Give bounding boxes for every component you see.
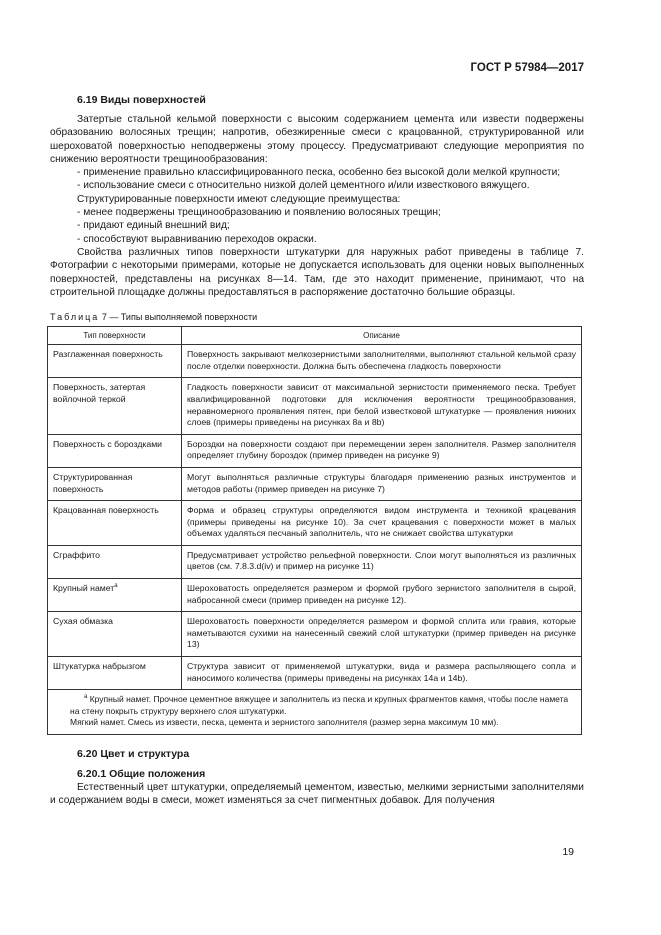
type-text: Сграффито [53,549,100,560]
list-item: - способствуют выравниванию переходов окраски. [77,233,317,245]
description-cell: Предусматривает устройство рельефной поверхности. Слои могут выполняться из различных цветов (см. 7.8.3.d(iv) и пример на рисунке 11) [182,545,582,578]
paragraph: Структурированные поверхности имеют следующие преимущества: [77,193,401,205]
table-row [48,612,582,657]
list-item: - придают единый внешний вид; [77,220,230,232]
type-text: Поверхность с бороздками [53,438,163,449]
type-text: Разглаженная поверхность [53,349,163,360]
table-row [48,579,582,612]
table-notes-row [48,690,582,735]
table-row [48,434,582,467]
type-cell [48,434,182,467]
paragraph: Свойства различных типов поверхности штукатурки для наружных работ приведены в таблице 7. Фотографии с некоторыми примерами, которые не допускается использовать для оценки новых выполненных поверхностей, представлены на рисунках 8—14. Там, где это находит применение, принимают, что на строительной площадке должны предоставляться в распоряжение достаточно большие образцы. [50,246,584,298]
footnote [70,694,575,717]
type-cell [48,345,182,378]
description-cell: Структура зависит от применяемой штукатурки, вида и размера распыляющего сопла и наносимого количества (примеры приведены на рисунках 14a и 14b). [182,657,582,690]
table-caption [50,312,584,322]
list-item: - менее подвержены трещинообразованию и появлению волосяных трещин; [77,207,441,219]
section-620 [50,748,584,808]
table-row [48,501,582,546]
table-header-row [48,327,582,345]
type-text: Поверхность, затертая войлочной теркой [53,382,146,404]
description-cell: Поверхность закрывают мелкозернистыми заполнителями, выполняют стальной кельмой сразу после отделки поверхности. Должна быть обеспечена гладкость поверхности [182,345,582,378]
list-item: - применение правильно классифицированного песка, особенно без высокой доли мелкой крупности; [77,167,561,179]
type-cell [48,545,182,578]
type-text: Штукатурка набрызгом [53,661,146,672]
table-row [48,378,582,434]
footnote-text: Крупный намет. Прочное цементное вяжущее и заполнитель из песка и крупных фрагментов камня, чтобы после намета на стену покрыть структуру верхнего слоя штукатурки. [70,694,569,716]
paragraph: Естественный цвет штукатурки, определяемый цементом, известью, мелкими зернистыми заполнителями и содержанием воды в смеси, может изменяться за счет пигментных добавок. Для получения [50,782,584,807]
type-text: Крацованная поверхность [53,505,159,516]
column-header-type: Тип поверхности [48,327,182,345]
footnote-marker: a [84,694,88,701]
description-cell: Форма и образец структуры определяются видом инструмента и техникой крацевания (примеры приведены на рисунке 10). За счет крацевания с поверхности может в малых объемах удаляться песчаный заполнитель, что не снижает свойства штукатурки [182,501,582,546]
subsection-title: 6.20.1 Общие положения [77,768,206,780]
surface-types-table [47,326,582,735]
description-cell: Могут выполняться различные структуры благодаря применению разных инструментов и методов работы (пример приведен на рисунке 7) [182,467,582,500]
section-title: 6.19 Виды поверхностей [77,94,206,106]
list-item: - использование смеси с относительно низкой долей цементного и/или известкового вяжущего. [77,180,530,192]
description-cell: Бороздки на поверхности создают при перемещении зерен заполнителя. Размер заполнителя определяет глубину бороздок (пример приведен на рисунке 9) [182,434,582,467]
type-cell [48,467,182,500]
document-id: ГОСТ Р 57984—2017 [470,62,584,74]
description-cell: Шероховатость определяется размером и формой грубого зернистого заполнителя в сырой, набросанной смеси (пример приведен на рисунке 12). [182,579,582,612]
type-cell [48,612,182,657]
table-row [48,467,582,500]
type-text: Сухая обмазка [53,616,113,627]
table-caption-label: Таблица [50,312,100,323]
page-content [50,94,584,808]
table-caption-text: 7 — Типы выполняемой поверхности [101,312,258,323]
footnote-continued: Мягкий намет. Смесь из извести, песка, цемента и зернистого заполнителя (размер зерна максимум 10 мм). [70,717,499,728]
table-row [48,545,582,578]
table-row [48,345,582,378]
column-header-description: Описание [182,327,582,345]
paragraph: Затертые стальной кельмой поверхности с высоким содержанием цемента или извести подвержены образованию волосяных трещин; напротив, обезжиренные смеси с крацованной, структурированной или шероховатой поверхностью неподвержены этому процессу. Предусматривают следующие мероприятия по снижению вероятности трещинообразования: [50,114,584,165]
footnote-marker: a [114,583,118,590]
page-number: 19 [562,846,574,858]
type-cell [48,657,182,690]
section-title: 6.20 Цвет и структура [77,748,190,760]
type-cell [48,378,182,434]
type-cell [48,579,182,612]
type-cell [48,501,182,546]
type-text: Структурированная поверхность [53,471,133,494]
description-cell: Гладкость поверхности зависит от максимальной зернистости применяемого песка. Требует квалифицированной подготовки для исключения вероятности трещинообразования, неравномерного проявления пятен, при белой известковой штукатурке — проявления нижних слоев (примеры приведены на рисунках 8a и 8b) [182,378,582,434]
table-notes-cell [48,690,582,735]
type-text: Крупный намет [53,583,115,594]
description-cell: Шероховатость поверхности определяется размером и формой сплита или гравия, которые наметываются сухими на нанесенный свежий слой штукатурки (пример приведен на рисунке 13) [182,612,582,657]
table-row [48,657,582,690]
